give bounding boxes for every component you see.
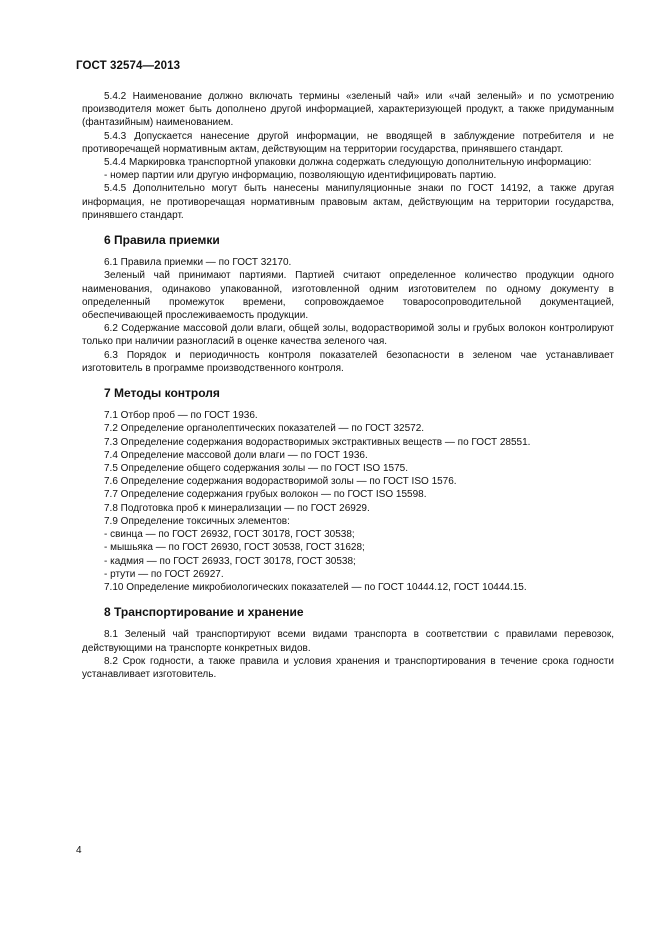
- list-item: 7.6 Определение содержания водорастворимой золы — по ГОСТ ISO 1576.: [104, 476, 457, 488]
- paragraph-8-2: 8.2 Срок годности, а также правила и условия хранения и транспортирования в течение срока годности устанавливает изготовитель.: [82, 655, 614, 680]
- document-header: ГОСТ 32574—2013: [76, 60, 181, 72]
- paragraph-5-4-4: 5.4.4 Маркировка транспортной упаковки должна содержать следующую дополнительную информацию:: [104, 157, 592, 169]
- paragraph-8-1: 8.1 Зеленый чай транспортируют всеми видами транспорта в соответствии с правилами перевозок, действующими на транспорте конкретных видов.: [82, 629, 614, 654]
- list-item: 7.2 Определение органолептических показателей — по ГОСТ 32572.: [104, 423, 425, 435]
- list-item: 7.5 Определение общего содержания золы — по ГОСТ ISO 1575.: [104, 463, 408, 475]
- list-item: 7.4 Определение массовой доли влаги — по ГОСТ 1936.: [104, 449, 368, 461]
- list-item: 7.3 Определение содержания водорастворимых экстрактивных веществ — по ГОСТ 28551.: [104, 436, 531, 448]
- paragraph-5-4-3: 5.4.3 Допускается нанесение другой информации, не вводящей в заблуждение потребителя и не противоречащей нормативным актам, действующим на территории государства, принявшего стандарт.: [82, 130, 614, 155]
- page-content: [82, 90, 614, 681]
- list-item: - мышьяка — по ГОСТ 26930, ГОСТ 30538, ГОСТ 31628;: [104, 542, 365, 554]
- paragraph-6-2: 6.2 Содержание массовой доли влаги, общей золы, водорастворимой золы и грубых волокон контролируют только при наличии разногласий в оценке качества зеленого чая.: [82, 323, 614, 348]
- page-number: 4: [76, 845, 82, 856]
- list-item: - свинца — по ГОСТ 26932, ГОСТ 30178, ГОСТ 30538;: [104, 529, 355, 541]
- list-item: 7.9 Определение токсичных элементов:: [104, 515, 290, 527]
- section-6-heading: 6 Правила приемки: [104, 233, 220, 248]
- list-item: 7.7 Определение содержания грубых волокон — по ГОСТ ISO 15598.: [104, 489, 427, 501]
- list-item: - ртути — по ГОСТ 26927.: [104, 568, 224, 580]
- list-item: 7.10 Определение микробиологических показателей — по ГОСТ 10444.12, ГОСТ 10444.15.: [104, 581, 527, 593]
- paragraph-6-1-b: Зеленый чай принимают партиями. Партией считают определенное количество продукции одного наименования, одинаково упакованной, изготовленной одним изготовителем по одному документу в определенный промежуток времени, сопровождаемое товаросопроводительной документацией, обеспечивающей прослеживаемость продукции.: [82, 270, 614, 322]
- list-item: 7.1 Отбор проб — по ГОСТ 1936.: [104, 410, 258, 422]
- paragraph-5-4-5: 5.4.5 Дополнительно могут быть нанесены манипуляционные знаки по ГОСТ 14192, а также другая информация, не противоречащая нормативным правовым актам, действующим на территории государства, принявшего стандарт.: [82, 183, 614, 221]
- paragraph-6-1: 6.1 Правила приемки — по ГОСТ 32170.: [104, 257, 292, 269]
- list-item: - кадмия — по ГОСТ 26933, ГОСТ 30178, ГОСТ 30538;: [104, 555, 356, 567]
- section-8-heading: 8 Транспортирование и хранение: [104, 605, 304, 620]
- section-7-heading: 7 Методы контроля: [104, 386, 220, 401]
- paragraph-6-3: 6.3 Порядок и периодичность контроля показателей безопасности в зеленом чае устанавливает изготовитель в программе производственного контроля.: [82, 349, 614, 374]
- paragraph-5-4-2: 5.4.2 Наименование должно включать термины «зеленый чай» или «чай зеленый» и по усмотрению производителя может быть дополнено другой информацией, характеризующей продукт, а также придуманным (фантазийным) наименованием.: [82, 91, 614, 129]
- list-item: 7.8 Подготовка проб к минерализации — по ГОСТ 26929.: [104, 502, 370, 514]
- paragraph-5-4-4-item: - номер партии или другую информацию, позволяющую идентифицировать партию.: [104, 170, 497, 182]
